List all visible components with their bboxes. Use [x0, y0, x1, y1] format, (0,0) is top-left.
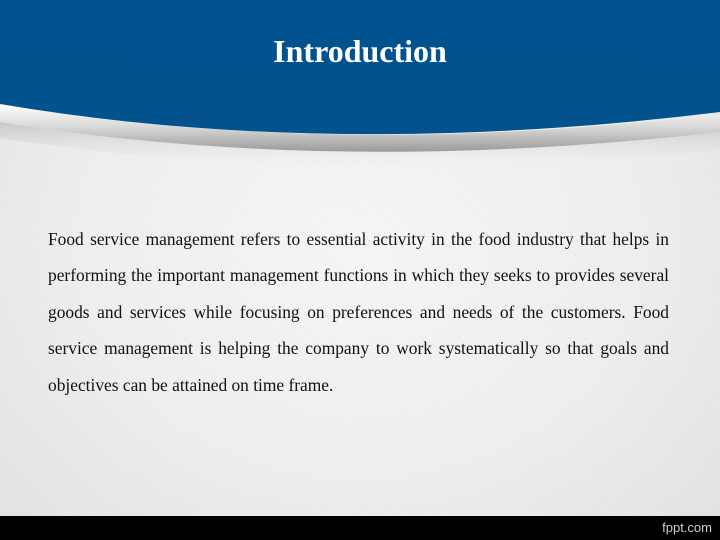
- slide-title: Introduction: [273, 33, 447, 69]
- footer-bar: [0, 516, 720, 540]
- brand-watermark: fppt.com: [662, 520, 712, 535]
- slide-body-text: Food service management refers to essential activity in the food industry that helps in performing the important management functions in which they seeks to provides several goods and services while focusing on preferences and needs of the customers. Food service management is helping the company to work systematically so that goals and objectives can be attained on time frame.: [48, 229, 669, 395]
